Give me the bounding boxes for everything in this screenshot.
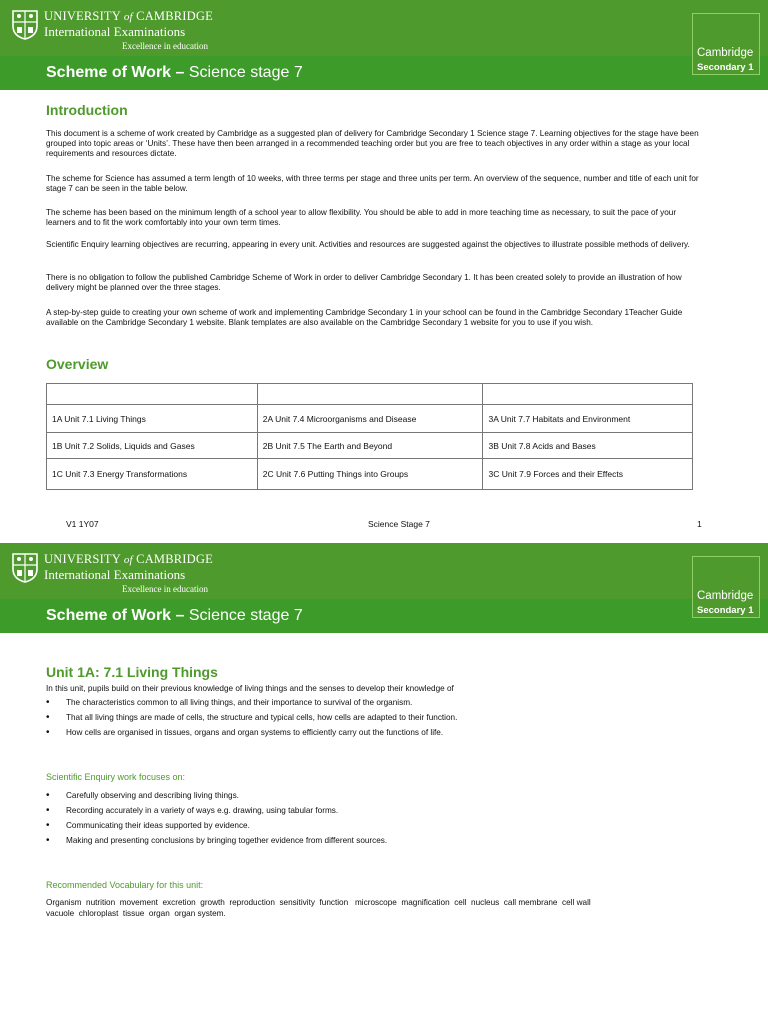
table-cell: 3B Unit 7.8 Acids and Bases [483,433,693,459]
crest-icon [12,10,38,40]
university-logo [12,10,213,51]
list-item: • Carefully observing and describing living things. [46,788,387,803]
badge-line2: Secondary 1 [697,62,754,73]
footer-center: Science Stage 7 [368,519,430,529]
list-item: • That all living things are made of cells, the structure and typical cells, how cells are adapted to their function. [46,710,457,725]
vocab-label: Recommended Vocabulary for this unit: [46,880,204,890]
tagline: Excellence in education [122,584,208,594]
university-logo [12,553,213,594]
page-title [46,607,303,625]
table-row [47,433,693,459]
university-word: UNIVERSITY [44,9,121,23]
intro-paragraph-1: This document is a scheme of work created by Cambridge as a suggested plan of delivery for Cambridge Secondary 1 Science stage 7. Learning objectives for the stage have been grouped into topic areas or ‘Units’. These have then been arranged in a recommended teaching order but you are free to teach objectives in any order within a stage as your local requirements and resources dictate. [46,129,699,159]
exams-name: International Examinations [44,567,186,582]
crest-icon [12,553,38,583]
intro-paragraph-2: The scheme for Science has assumed a term length of 10 weeks, with three terms per stage and three units per term. An overview of the sequence, number and title of each unit for stage 7 can be seen in the table below. [46,174,699,194]
overview-heading: Overview [46,356,109,372]
table-cell: 1A Unit 7.1 Living Things [47,405,258,433]
title-bold: Scheme of Work – [46,607,185,624]
table-cell: 2B Unit 7.5 The Earth and Beyond [257,433,483,459]
title-bold: Scheme of Work – [46,64,185,81]
cambridge-secondary-badge [692,13,760,75]
footer-version: V1 1Y07 [66,519,99,529]
university-word: UNIVERSITY [44,552,121,566]
tagline: Excellence in education [122,41,208,51]
table-header-row [47,384,693,405]
of-word: of [123,11,133,23]
table-cell: 1C Unit 7.3 Energy Transformations [47,459,258,490]
page-title [46,64,303,82]
table-cell: 2C Unit 7.6 Putting Things into Groups [257,459,483,490]
table-row [47,459,693,490]
table-header-cell [47,384,258,405]
overview-table [46,383,693,490]
table-cell: 2A Unit 7.4 Microorganisms and Disease [257,405,483,433]
enquiry-label: Scientific Enquiry work focuses on: [46,772,186,782]
badge-line1: Cambridge [697,590,754,602]
table-header-cell [483,384,693,405]
table-cell: 3A Unit 7.7 Habitats and Environment [483,405,693,433]
exams-name: International Examinations [44,24,186,39]
vocab-line-1: Organism nutrition movement excretion growth reproduction sensitivity function microscope magnification cell nucleus call membrane cell wall [46,898,591,907]
list-item: • The characteristics common to all living things, and their importance to survival of the organism. [46,695,457,710]
unit-heading: Unit 1A: 7.1 Living Things [46,664,218,680]
title-rest: Science stage 7 [184,64,303,81]
badge-line1: Cambridge [697,47,754,59]
table-header-cell [257,384,483,405]
list-item: • Making and presenting conclusions by bringing together evidence from different sources. [46,833,387,848]
title-rest: Science stage 7 [184,607,303,624]
unit-intro: In this unit, pupils build on their previous knowledge of living things and the senses to develop their knowledge of [46,684,454,693]
intro-paragraph-3: The scheme has been based on the minimum length of a school year to allow flexibility. You should be able to add in more teaching time as necessary, to suit the pace of your learners and to fit the work comfortably into your own term times. [46,208,677,228]
intro-paragraph-4: Scientific Enquiry learning objectives are recurring, appearing in every unit. Activities and resources are suggested against the objectives to illustrate possible methods of delivery. [46,240,690,249]
intro-paragraph-5: There is no obligation to follow the published Cambridge Scheme of Work in order to deliver Cambridge Secondary 1. It has been created solely to provide an illustration of how delivery might be planned over the three stages. [46,273,682,293]
list-item: • Recording accurately in a variety of ways e.g. drawing, using tabular forms. [46,803,387,818]
cambridge-word: CAMBRIDGE [136,552,213,566]
footer-page-number: 1 [697,519,702,529]
unit-bullet-list [46,695,457,740]
of-word: of [123,554,133,566]
enquiry-bullet-list [46,788,387,848]
vocab-line-2: vacuole chloroplast tissue organ organ system. [46,909,226,918]
list-item: • Communicating their ideas supported by evidence. [46,818,387,833]
cambridge-secondary-badge [692,556,760,618]
badge-line2: Secondary 1 [697,605,754,616]
cambridge-word: CAMBRIDGE [136,9,213,23]
table-cell: 3C Unit 7.9 Forces and their Effects [483,459,693,490]
table-cell: 1B Unit 7.2 Solids, Liquids and Gases [47,433,258,459]
list-item: • How cells are organised in tissues, organs and organ systems to efficiently carry out the functions of life. [46,725,457,740]
table-row [47,405,693,433]
introduction-heading: Introduction [46,102,128,118]
intro-paragraph-6: A step-by-step guide to creating your own scheme of work and implementing Cambridge Secondary 1 in your school can be found in the Cambridge Secondary 1Teacher Guide available on the Cambridge Secondary 1 website. Blank templates are also available on the Cambridge Secondary 1 website for you to use if you wish. [46,308,683,328]
